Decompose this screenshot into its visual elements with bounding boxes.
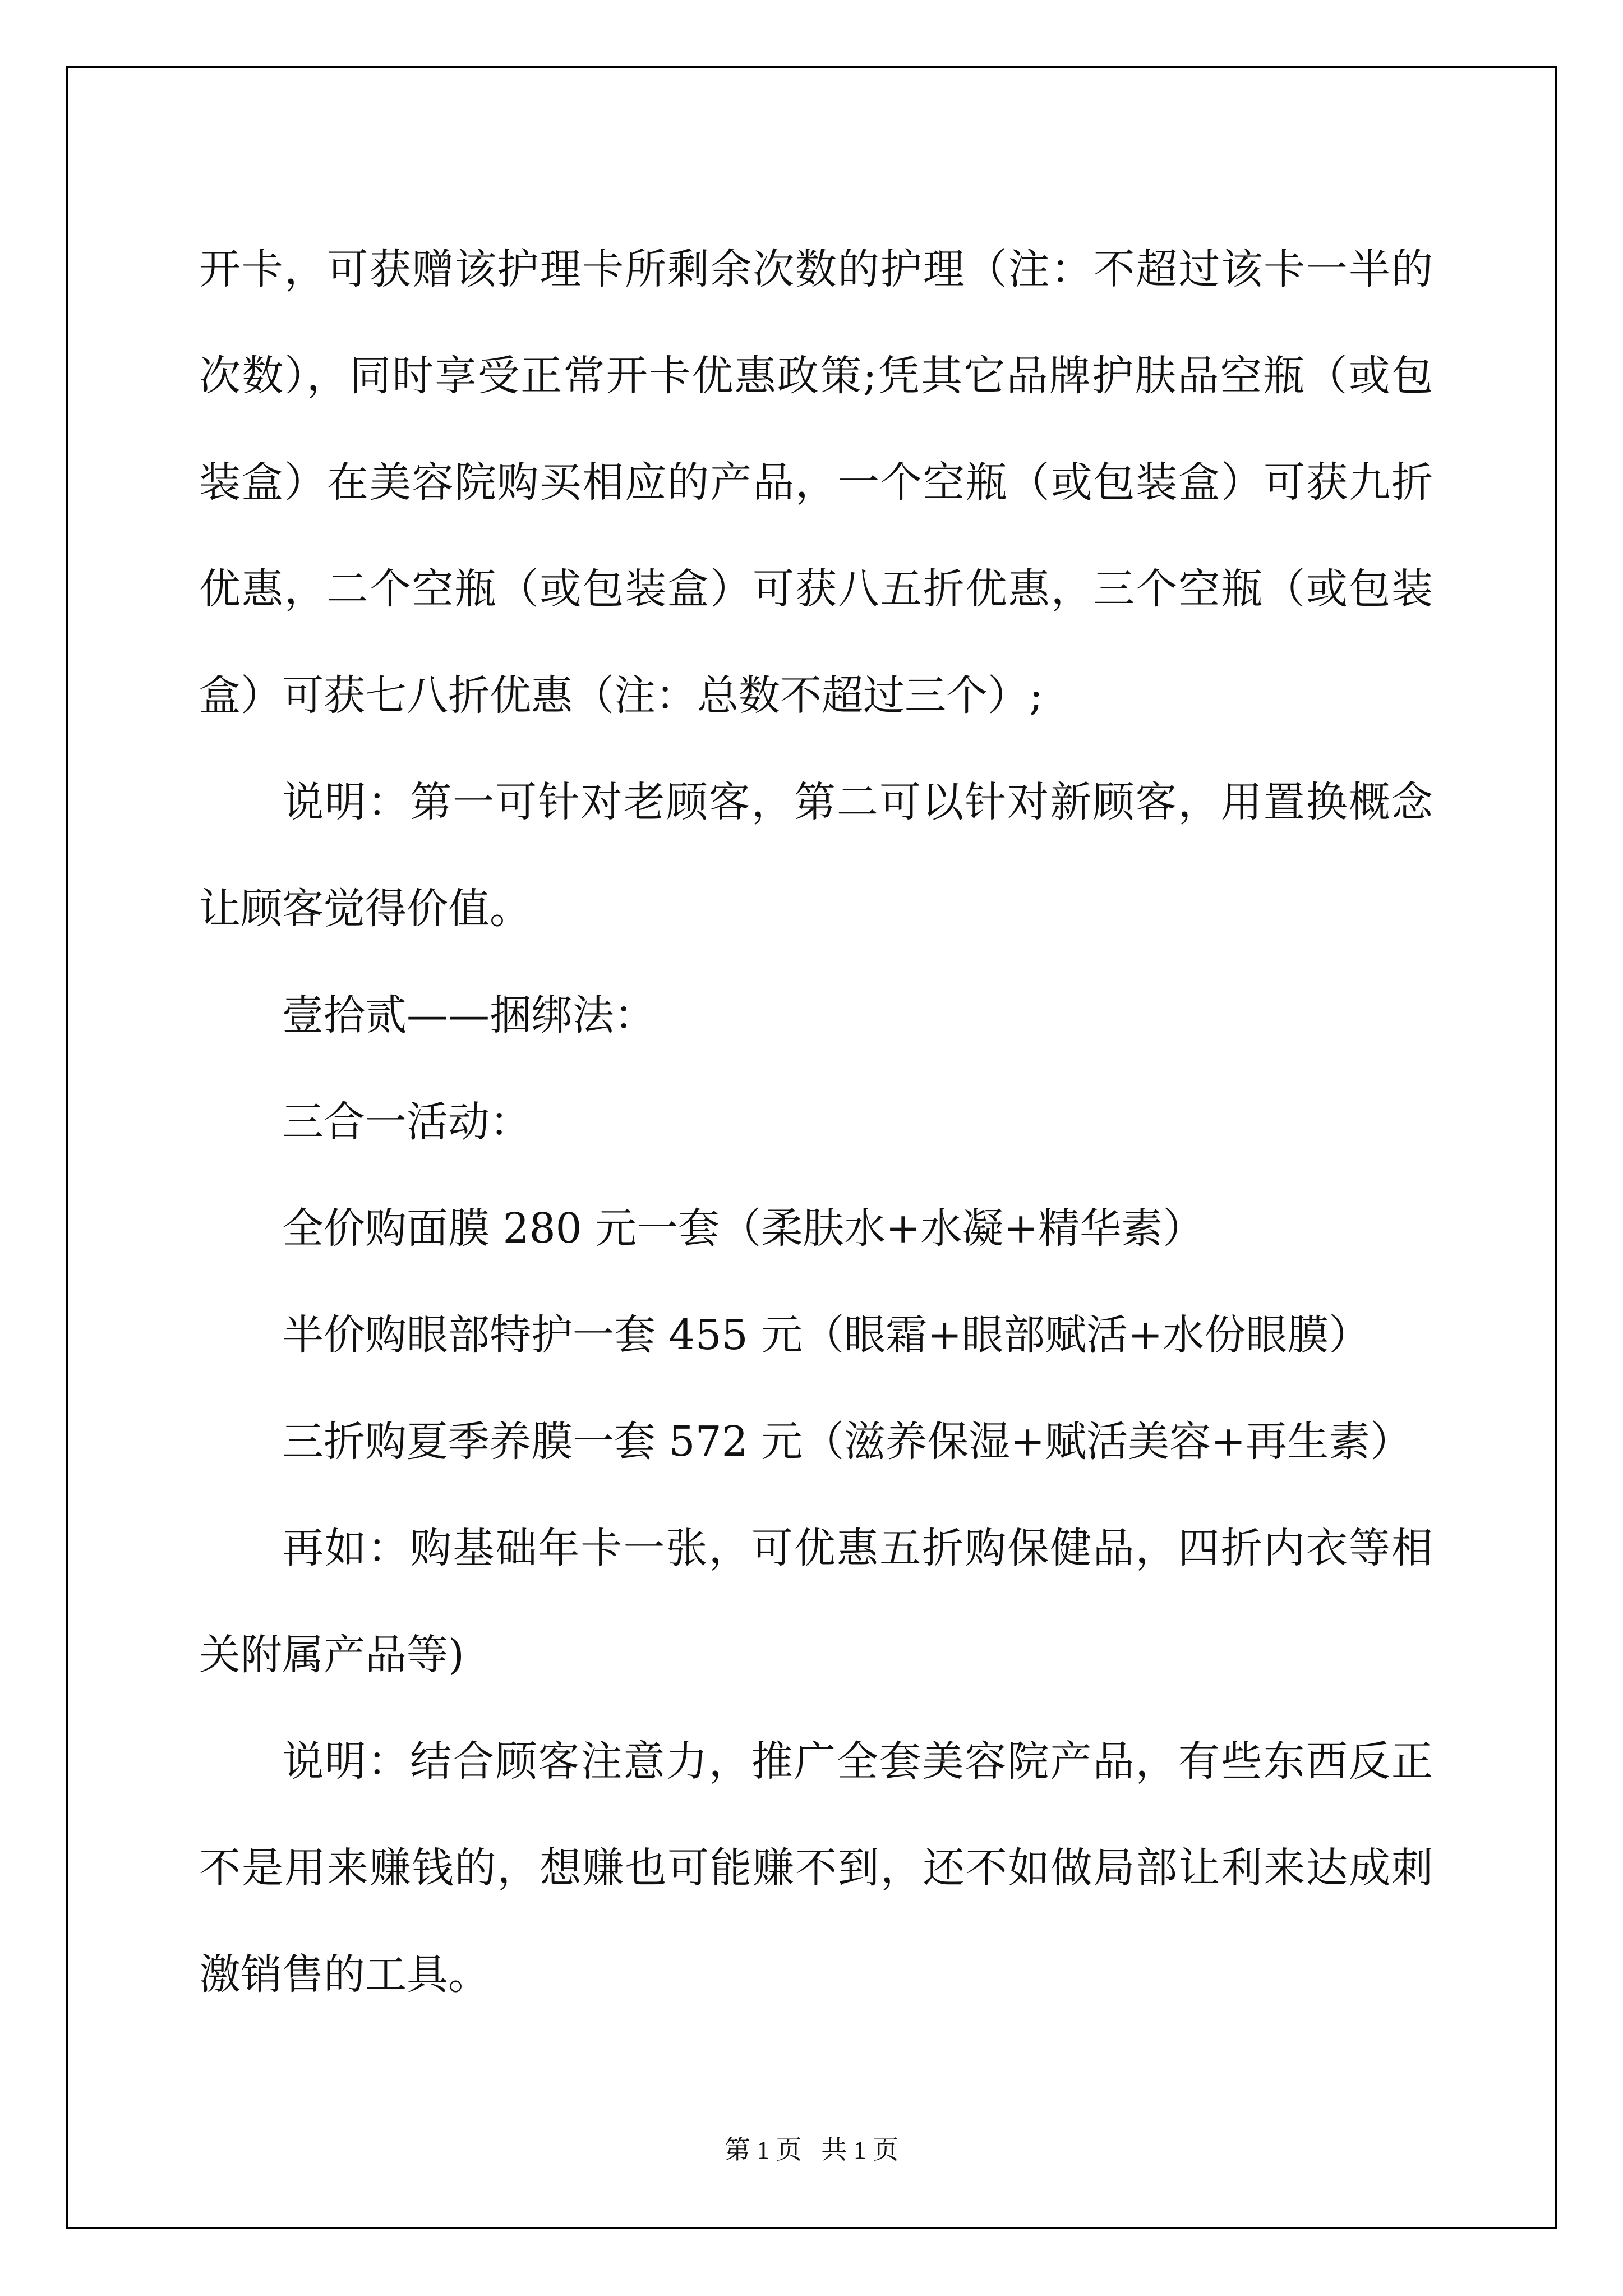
paragraph-9: 说明：结合顾客注意力，推广全套美容院产品，有些东西反正不是用来赚钱的，想赚也可能赚不到，还不如做局部让利来达成刺激销售的工具。 bbox=[199, 1737, 1433, 1999]
paragraph-5: 全价购面膜 280 元一套（柔肤水+水凝+精华素） bbox=[282, 1204, 1205, 1253]
paragraph-3: 壹拾贰——捆绑法： bbox=[282, 991, 656, 1039]
paragraph-7: 三折购夏季养膜一套 572 元（滋养保湿+赋活美容+再生素） bbox=[282, 1418, 1412, 1466]
page-footer: 第 1 页 共 1 页 bbox=[724, 2136, 899, 2164]
paragraph-2: 说明：第一可针对老顾客，第二可以针对新顾客，用置换概念让顾客觉得价值。 bbox=[199, 778, 1433, 933]
paragraph-8: 再如：购基础年卡一张，可优惠五折购保健品，四折内衣等相关附属产品等) bbox=[199, 1524, 1433, 1679]
document-body bbox=[199, 216, 1433, 2028]
paragraph-6: 半价购眼部特护一套 455 元（眼霜+眼部赋活+水份眼膜） bbox=[282, 1311, 1371, 1359]
paragraph-4: 三合一活动： bbox=[282, 1098, 531, 1146]
paragraph-1: 开卡，可获赠该护理卡所剩余次数的护理（注：不超过该卡一半的次数），同时享受正常开卡优惠政策;凭其它品牌护肤品空瓶（或包装盒）在美容院购买相应的产品，一个空瓶（或包装盒）可获九折优惠，二个空瓶（或包装盒）可获八五折优惠，三个空瓶（或包装盒）可获七八折优惠（注：总数不超过三个）; bbox=[199, 245, 1433, 720]
